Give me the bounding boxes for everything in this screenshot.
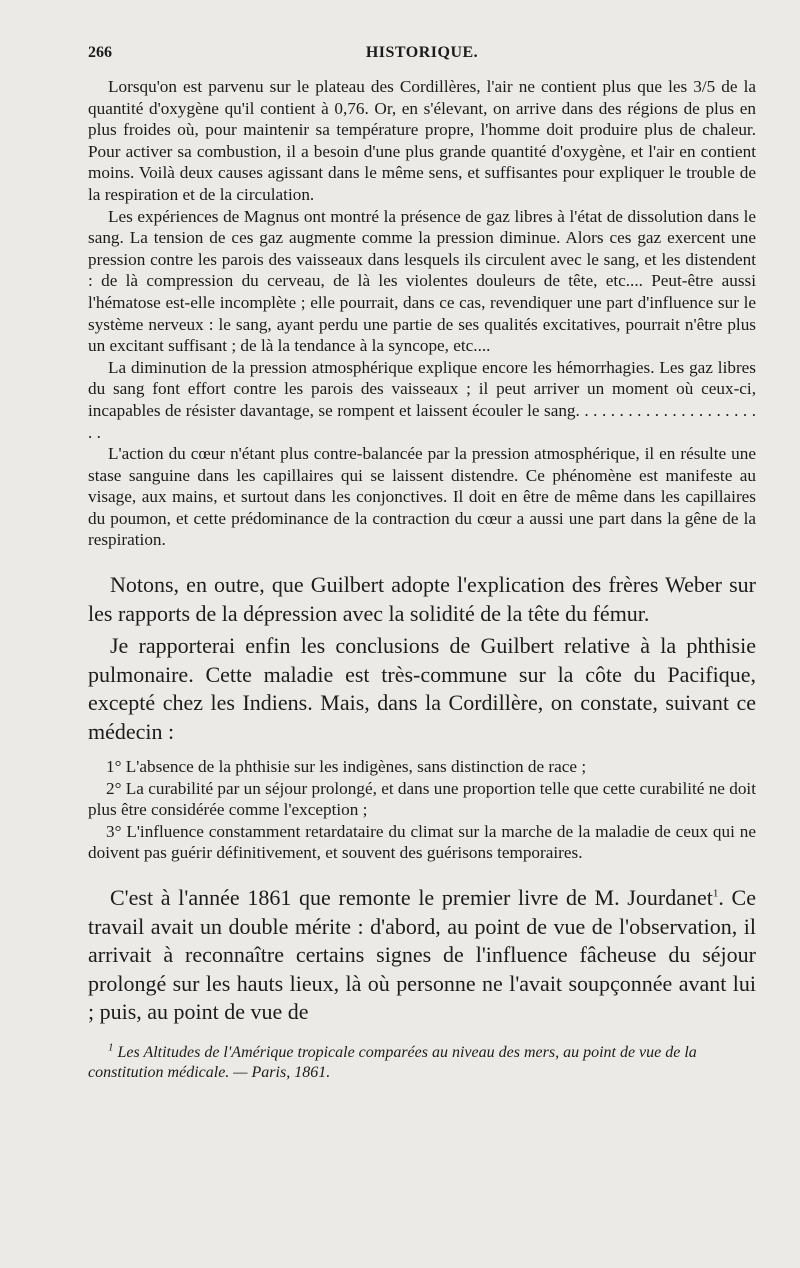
paragraph-heart-action: L'action du cœur n'étant plus contre-balancée par la pression atmosphérique, il en résulte une stase sanguine dans les capillaires qui se laissent distendre. Ce phénomène est manifeste au visage, aux mains, et surtout dans les conjonctives. Il doit en être de même dans les capillaires du poumon, et cette prédominance de la contraction du cœur a aussi une part dans la gêne de la respiration. [88, 444, 756, 550]
paragraph-weber: Notons, en outre, que Guilbert adopte l'explication des frères Weber sur les rapports de la dépression avec la solidité de la tête du fémur. [88, 572, 756, 626]
running-head: HISTORIQUE. [365, 44, 479, 61]
paragraph-hemorrhages: La diminution de la pression atmosphérique explique encore les hémorrhagies. Les gaz libres du sang font effort contre les parois des vaisseaux ; il peut arriver un moment où ceux-ci, incapables de résister davantage, se rompent et laissent écouler le sang. . . . . . . . . . . . . . . . . . . . . . . [88, 357, 756, 442]
paragraph-oxygen: Lorsqu'on est parvenu sur le plateau des Cordillères, l'air ne contient plus que les 3/5 de la quantité d'oxygène qu'il contient à 0,76. Or, en s'élevant, on arrive dans des régions de plus en plus froides où, pour maintenir sa température propre, l'homme doit produire plus de chaleur. Pour activer sa combustion, il a besoin d'une plus grande quantité d'oxygène, et l'air en contient moins. Voilà deux causes agissant dans le même sens, et suffisantes pour expliquer le trouble de la respiration et de la circulation. [88, 77, 756, 204]
paragraph-jourdanet [88, 884, 756, 1027]
list-item: 3° L'influence constamment retardataire du climat sur la marche de la maladie de ceux qui ne doivent pas guérir définitivement, et souvent des guérisons temporaires. [88, 821, 756, 863]
jourdanet-text-end: . Ce travail avait un double mérite : d'abord, au point de vue de l'observation, il arrivait à reconnaître certains signes de l'influence fâcheuse du séjour prolongé sur les hauts lieux, là où personne ne l'avait soupçonnée avant lui ; puis, au point de vue de [88, 885, 756, 1025]
jourdanet-text-start: C'est à l'année 1861 que remonte le premier livre de M. Jourdanet [110, 885, 713, 911]
footnote-reference: 1 [712, 887, 719, 900]
paragraph-phthisis: Je rapporterai enfin les conclusions de Guilbert relative à la phthisie pulmonaire. Cette maladie est très-commune sur la côte du Pacifique, excepté chez les Indiens. Mais, dans la Cordillère, on constate, suivant ce médecin : [88, 633, 756, 744]
conclusions-list [88, 756, 756, 864]
small-text-section [88, 76, 756, 551]
footnote [88, 1043, 756, 1083]
list-item: 1° L'absence de la phthisie sur les indigènes, sans distinction de race ; [106, 757, 587, 777]
list-item: 2° La curabilité par un séjour prolongé, et dans une proportion telle que cette curabilité ne doit plus être considérée comme l'exception ; [88, 778, 756, 820]
page-header [88, 44, 756, 70]
page-body [88, 76, 756, 1083]
large-text-section [88, 571, 756, 746]
footnote-text: Les Altitudes de l'Amérique tropicale comparées au niveau des mers, au point de vue de la constitution médicale. — Paris, 1861. [88, 1043, 697, 1081]
footnote-marker: 1 [108, 1041, 114, 1054]
final-section [88, 884, 756, 1027]
page-number: 266 [88, 44, 112, 61]
paragraph-magnus: Les expériences de Magnus ont montré la présence de gaz libres à l'état de dissolution dans le sang. La tension de ces gaz augmente comme la pression diminue. Alors ces gaz exercent une pression contre les parois des vaisseaux dans lesquels ils circulent avec le sang, et les distendent : de là compression du cerveau, de là les violentes douleurs de tête, etc.... Peut-être aussi l'hématose est-elle incomplète ; elle pourrait, dans ce cas, revendiquer une part d'influence sur le système nerveux : le sang, ayant perdu une partie de ses qualités excitatives, pourrait n'être plus un excitant suffisant ; de là la tendance à la syncope, etc.... [88, 206, 756, 356]
